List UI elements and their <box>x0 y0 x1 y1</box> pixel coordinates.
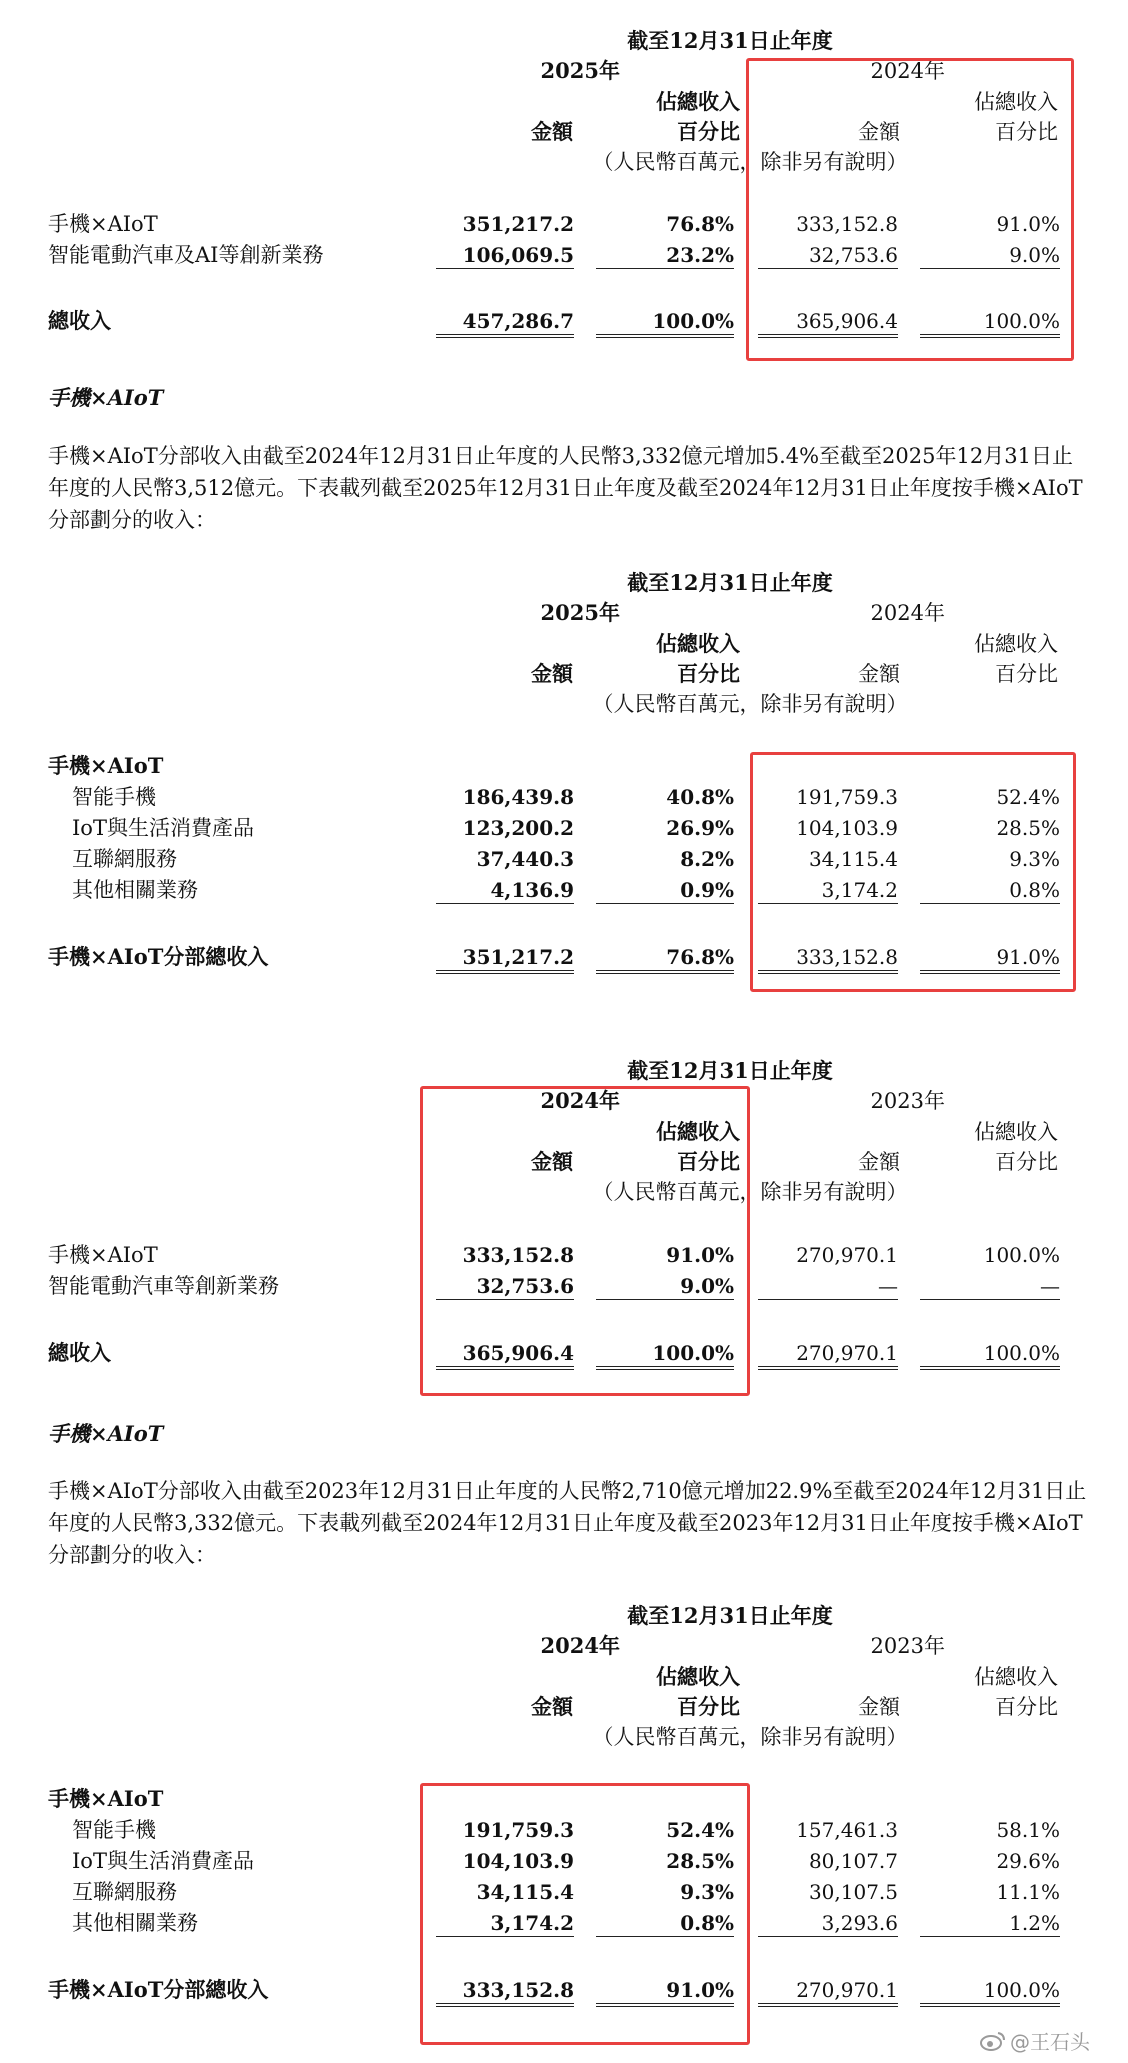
cell: 76.8% <box>666 212 734 236</box>
year-header-current: 2025年 <box>540 600 620 625</box>
total-label: 手機×AIoT分部總收入 <box>48 944 269 969</box>
pct-header-line1-prior: 佔總收入 <box>974 632 1058 656</box>
year-header-prior: 2024年 <box>870 59 945 83</box>
pct-header-line2-prior: 百分比 <box>995 662 1058 686</box>
period-header: 截至12月31日止年度 <box>627 28 833 53</box>
amount-header-prior: 金額 <box>858 1150 900 1174</box>
cell: 34,115.4 <box>808 847 898 871</box>
group-label: 手機×AIoT <box>48 753 164 778</box>
cell: 28.5% <box>666 1849 734 1873</box>
row-label: 智能手機 <box>72 1818 156 1842</box>
cell: 28.5% <box>996 816 1060 840</box>
cell: 191,759.3 <box>796 785 898 809</box>
amount-header: 金額 <box>531 1149 573 1174</box>
row-label: 智能手機 <box>72 785 156 809</box>
cell: 9.3% <box>680 1880 734 1904</box>
row-label: 手機×AIoT <box>48 212 158 236</box>
row-label: 智能電動汽車及AI等創新業務 <box>48 243 324 267</box>
cell: 270,970.1 <box>758 1977 898 2007</box>
cell: 100.0% <box>983 1243 1060 1267</box>
unit-note: （人民幣百萬元，除非另有說明） <box>592 1180 908 1204</box>
pct-header-line2: 百分比 <box>677 119 740 144</box>
cell: 186,439.8 <box>462 785 574 809</box>
cell: 100.0% <box>920 308 1060 338</box>
cell: 30,107.5 <box>808 1880 898 1904</box>
unit-note: （人民幣百萬元，除非另有說明） <box>592 150 908 174</box>
row-label: 智能電動汽車等創新業務 <box>48 1274 279 1298</box>
unit-note: （人民幣百萬元，除非另有說明） <box>592 1725 908 1749</box>
highlight-box <box>420 1783 750 2045</box>
pct-header-line1: 佔總收入 <box>656 631 740 656</box>
year-header-prior: 2023年 <box>870 1089 945 1113</box>
pct-header-line1: 佔總收入 <box>656 89 740 114</box>
cell: 76.8% <box>596 944 734 974</box>
pct-header-line2: 百分比 <box>677 1694 740 1719</box>
paragraph: 手機×AIoT分部收入由截至2024年12月31日止年度的人民幣3,332億元增加5.4%至截至2025年12月31日止年度的人民幣3,512億元。下表載列截至2025年12月31日止年度及截至2024年12月31日止年度按手機×AIoT分部劃分的收入： <box>48 444 1083 532</box>
watermark <box>980 2026 1090 2055</box>
highlight-box <box>750 752 1076 992</box>
cell: 9.0% <box>920 242 1060 269</box>
cell: 1.2% <box>920 1910 1060 1937</box>
cell: 104,103.9 <box>796 816 898 840</box>
cell: 32,753.6 <box>758 242 898 269</box>
cell: 3,174.2 <box>436 1910 574 1937</box>
year-header-current: 2024年 <box>540 1633 620 1658</box>
cell: 32,753.6 <box>436 1273 574 1300</box>
amount-header: 金額 <box>531 119 573 144</box>
cell: 0.8% <box>920 877 1060 904</box>
period-header: 截至12月31日止年度 <box>627 570 833 595</box>
pct-header-line2-prior: 百分比 <box>995 1695 1058 1719</box>
cell: 100.0% <box>920 1977 1060 2007</box>
row-label: 其他相關業務 <box>72 1911 198 1935</box>
year-header-prior: 2023年 <box>870 1634 945 1658</box>
cell: 0.9% <box>596 877 734 904</box>
cell: 9.3% <box>1009 847 1060 871</box>
cell: 40.8% <box>666 785 734 809</box>
cell: 104,103.9 <box>462 1849 574 1873</box>
cell: 100.0% <box>920 1340 1060 1370</box>
cell: 365,906.4 <box>436 1340 574 1370</box>
group-label: 手機×AIoT <box>48 1786 164 1811</box>
pct-header-line2-prior: 百分比 <box>995 120 1058 144</box>
cell: 123,200.2 <box>462 816 574 840</box>
cell: 8.2% <box>680 847 734 871</box>
pct-header-line1-prior: 佔總收入 <box>974 1120 1058 1144</box>
cell: 91.0% <box>666 1243 734 1267</box>
section-title: 手機×AIoT <box>48 385 164 410</box>
cell: 91.0% <box>920 944 1060 974</box>
cell: 9.0% <box>596 1273 734 1300</box>
cell: 333,152.8 <box>462 1243 574 1267</box>
paragraph: 手機×AIoT分部收入由截至2023年12月31日止年度的人民幣2,710億元增加22.9%至截至2024年12月31日止年度的人民幣3,332億元。下表載列截至2024年12月31日止年度及截至2023年12月31日止年度按手機×AIoT分部劃分的收入： <box>48 1479 1087 1567</box>
cell: 0.8% <box>596 1910 734 1937</box>
cell: 23.2% <box>596 242 734 269</box>
amount-header: 金額 <box>531 661 573 686</box>
cell: 270,970.1 <box>796 1243 898 1267</box>
cell: 37,440.3 <box>476 847 574 871</box>
cell: 91.0% <box>996 212 1060 236</box>
amount-header-prior: 金額 <box>858 1695 900 1719</box>
cell: 106,069.5 <box>436 242 574 269</box>
cell: 58.1% <box>996 1818 1060 1842</box>
cell: 3,293.6 <box>758 1910 898 1937</box>
amount-header: 金額 <box>531 1694 573 1719</box>
cell: — <box>920 1273 1060 1300</box>
cell: 52.4% <box>996 785 1060 809</box>
period-header: 截至12月31日止年度 <box>627 1058 833 1083</box>
row-label: 互聯網服務 <box>72 847 177 871</box>
cell: 333,152.8 <box>796 212 898 236</box>
row-label: 互聯網服務 <box>72 1880 177 1904</box>
cell: 3,174.2 <box>758 877 898 904</box>
pct-header-line1: 佔總收入 <box>656 1119 740 1144</box>
cell: 351,217.2 <box>462 212 574 236</box>
cell: 100.0% <box>596 1340 734 1370</box>
pct-header-line1: 佔總收入 <box>656 1664 740 1689</box>
year-header-current: 2024年 <box>540 1088 620 1113</box>
period-header: 截至12月31日止年度 <box>627 1603 833 1628</box>
total-label: 總收入 <box>48 1340 111 1365</box>
amount-header-prior: 金額 <box>858 120 900 144</box>
row-label: 其他相關業務 <box>72 878 198 902</box>
cell: 91.0% <box>596 1977 734 2007</box>
total-label: 總收入 <box>48 308 111 333</box>
cell: 333,152.8 <box>758 944 898 974</box>
cell: 52.4% <box>666 1818 734 1842</box>
cell: 80,107.7 <box>808 1849 898 1873</box>
row-label: IoT與生活消費產品 <box>72 816 254 840</box>
pct-header-line2: 百分比 <box>677 661 740 686</box>
year-header-prior: 2024年 <box>870 601 945 625</box>
highlight-box <box>746 58 1074 361</box>
weibo-logo-icon <box>980 2031 1006 2051</box>
cell: 191,759.3 <box>462 1818 574 1842</box>
year-header-current: 2025年 <box>540 58 620 83</box>
cell: 457,286.7 <box>436 308 574 338</box>
cell: — <box>758 1273 898 1300</box>
cell: 365,906.4 <box>758 308 898 338</box>
highlight-box <box>420 1086 750 1396</box>
cell: 157,461.3 <box>796 1818 898 1842</box>
cell: 29.6% <box>996 1849 1060 1873</box>
amount-header-prior: 金額 <box>858 662 900 686</box>
cell: 4,136.9 <box>436 877 574 904</box>
pct-header-line2: 百分比 <box>677 1149 740 1174</box>
row-label: 手機×AIoT <box>48 1243 158 1267</box>
section-title: 手機×AIoT <box>48 1421 164 1446</box>
total-label: 手機×AIoT分部總收入 <box>48 1977 269 2002</box>
cell: 34,115.4 <box>476 1880 574 1904</box>
row-label: IoT與生活消費產品 <box>72 1849 254 1873</box>
cell: 333,152.8 <box>436 1977 574 2007</box>
cell: 270,970.1 <box>758 1340 898 1370</box>
cell: 26.9% <box>666 816 734 840</box>
pct-header-line2-prior: 百分比 <box>995 1150 1058 1174</box>
unit-note: （人民幣百萬元，除非另有說明） <box>592 692 908 716</box>
pct-header-line1-prior: 佔總收入 <box>974 1665 1058 1689</box>
watermark-text: @王石头 <box>1010 2030 1090 2054</box>
cell: 11.1% <box>996 1880 1060 1904</box>
pct-header-line1-prior: 佔總收入 <box>974 90 1058 114</box>
cell: 351,217.2 <box>436 944 574 974</box>
cell: 100.0% <box>596 308 734 338</box>
